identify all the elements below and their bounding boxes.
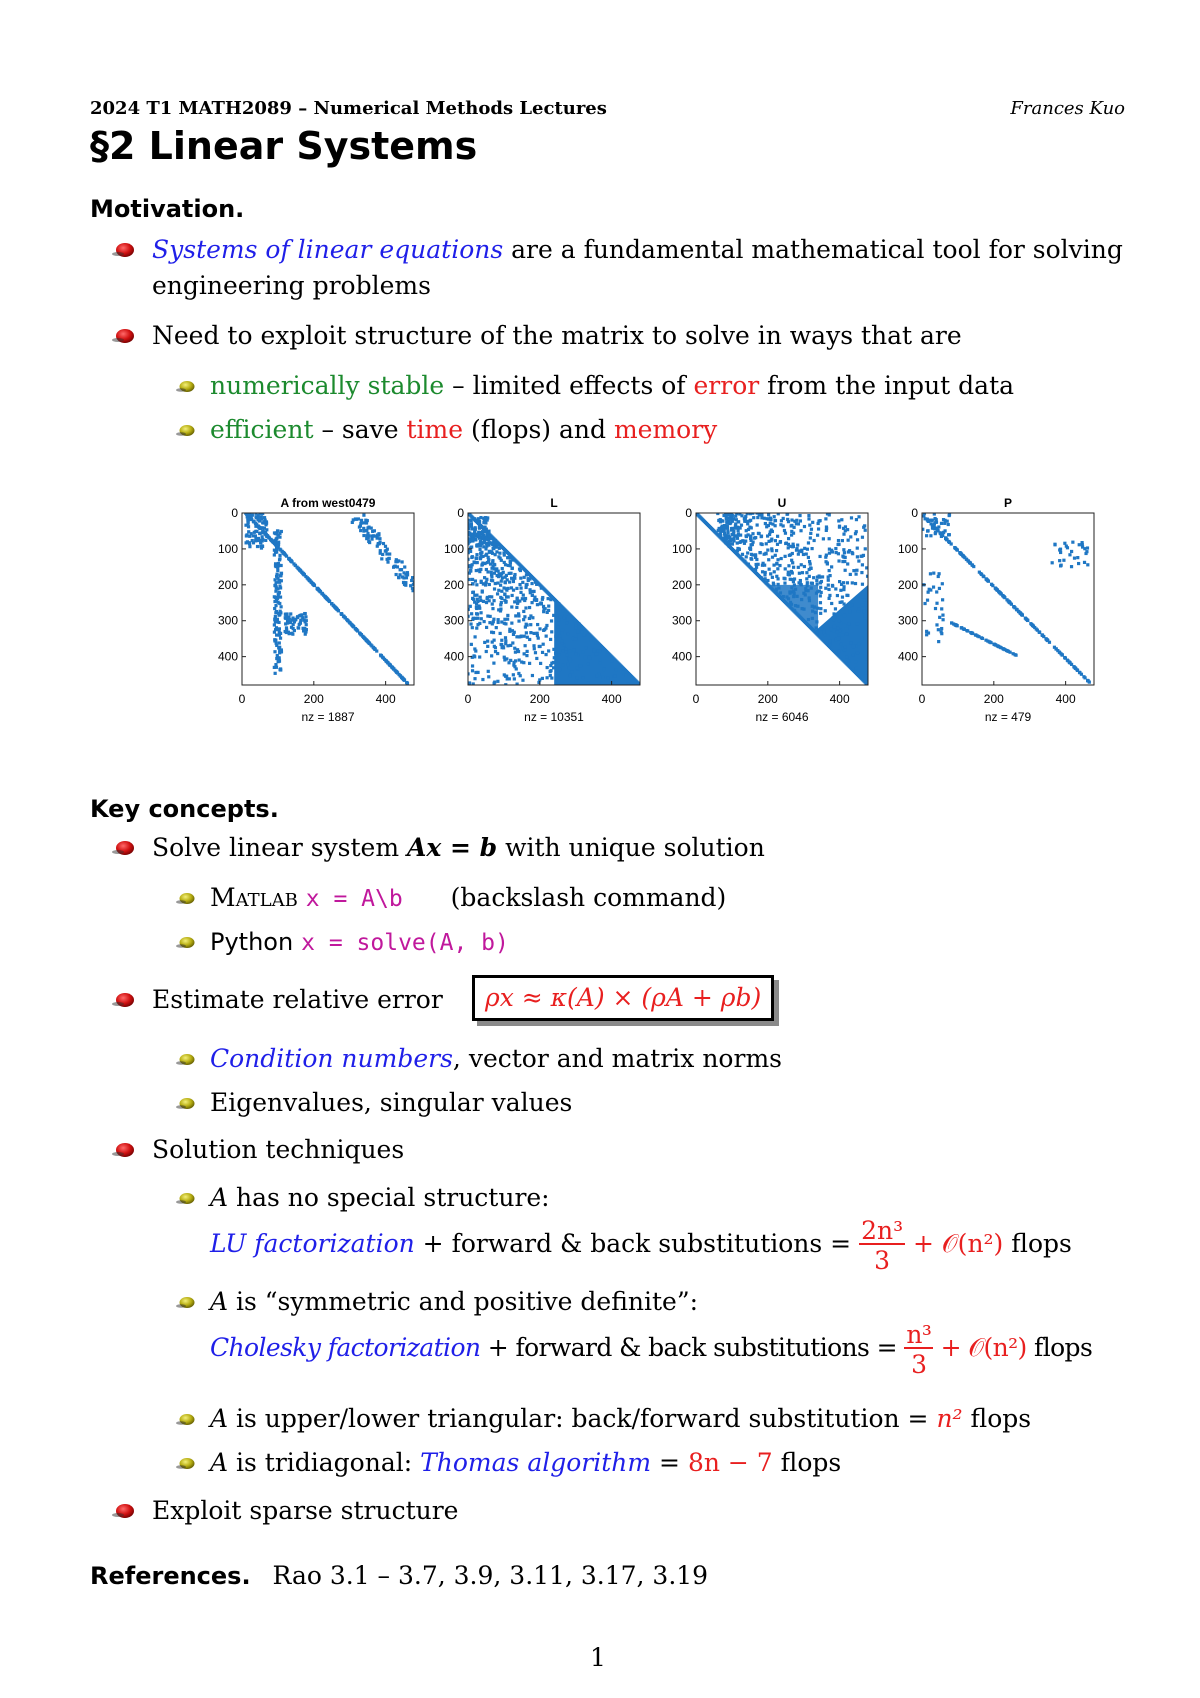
red-bullet-icon — [112, 840, 136, 856]
red-bullet-icon — [112, 328, 136, 344]
plot-nz-label: nz = 479 — [984, 710, 1032, 724]
y-tick-label: 100 — [217, 541, 238, 556]
link-condition-numbers[interactable]: Condition numbers — [210, 1044, 453, 1073]
y-tick-label: 100 — [897, 541, 918, 556]
yellow-bullet-icon — [176, 1457, 196, 1470]
x-tick-label: 200 — [303, 692, 324, 706]
red-bullet-icon — [112, 242, 136, 258]
key-item-sparse: Exploit sparse structure — [152, 1496, 459, 1525]
plot-title: P — [1003, 496, 1013, 510]
author-name: Frances Kuo — [1010, 98, 1125, 119]
key-item-solve: Solve linear system Ax = b with unique solution — [152, 833, 765, 862]
y-tick-label: 300 — [443, 613, 464, 628]
y-tick-label: 0 — [685, 506, 692, 520]
y-tick-label: 400 — [671, 649, 692, 664]
link-systems-linear-equations[interactable]: Systems of linear equations — [152, 235, 504, 264]
y-tick-label: 200 — [671, 577, 692, 592]
y-tick-label: 200 — [443, 577, 464, 592]
x-tick-label: 200 — [529, 692, 550, 706]
x-tick-label: 400 — [829, 692, 850, 706]
red-bullet-icon — [112, 1142, 136, 1158]
key-item-estimate: Estimate relative error — [152, 985, 443, 1014]
x-tick-label: 0 — [464, 692, 472, 706]
link-lu-factorization[interactable]: LU factorization — [210, 1229, 415, 1258]
x-tick-label: 0 — [918, 692, 926, 706]
spy-plot-2 — [672, 496, 870, 724]
y-tick-label: 0 — [911, 506, 918, 520]
yellow-bullet-icon — [176, 1053, 196, 1066]
x-tick-label: 400 — [1055, 692, 1076, 706]
key-python: Python x = solve(A, b) — [210, 928, 509, 956]
technique-general: A has no special structure: — [210, 1183, 550, 1212]
red-bullet-icon — [112, 1503, 136, 1519]
key-eigen: Eigenvalues, singular values — [210, 1088, 573, 1117]
technique-lu: LU factorization + forward & back substitutions = $\frac{\text{2n³}}{3}$ + 𝒪(n²) flops — [210, 1216, 1072, 1275]
sparsity-plots — [200, 485, 1120, 735]
y-tick-label: 400 — [443, 649, 464, 664]
key-condition: Condition numbers, vector and matrix norms — [210, 1044, 782, 1073]
yellow-bullet-icon — [176, 1413, 196, 1426]
spy-plot-3 — [898, 496, 1094, 724]
x-tick-label: 0 — [238, 692, 246, 706]
error-formula-box: ρx ≈ κ(A) × (ρA + ρb) — [472, 975, 774, 1021]
motivation-sub-1: numerically stable – limited effects of error from the input data — [210, 371, 1015, 400]
technique-spd: A is “symmetric and positive definite”: — [210, 1287, 699, 1316]
motivation-heading: Motivation. — [90, 195, 245, 223]
yellow-bullet-icon — [176, 380, 196, 393]
yellow-bullet-icon — [176, 1097, 196, 1110]
plot-title: A from west0479 — [280, 496, 376, 510]
references: References. Rao 3.1 – 3.7, 3.9, 3.11, 3.17, 3.19 — [90, 1561, 709, 1590]
y-tick-label: 300 — [217, 613, 238, 628]
motivation-item-2: Need to exploit structure of the matrix to solve in ways that are — [152, 321, 962, 350]
page-number: 1 — [590, 1643, 606, 1672]
key-item-techniques: Solution techniques — [152, 1135, 405, 1164]
y-tick-label: 0 — [457, 506, 464, 520]
y-tick-label: 200 — [897, 577, 918, 592]
y-tick-label: 300 — [671, 613, 692, 628]
x-tick-label: 400 — [601, 692, 622, 706]
yellow-bullet-icon — [176, 1296, 196, 1309]
technique-triangular: A is upper/lower triangular: back/forward substitution = n² flops — [210, 1404, 1032, 1433]
red-bullet-icon — [112, 992, 136, 1008]
plot-title: U — [777, 496, 787, 510]
plot-nz-label: nz = 6046 — [755, 710, 809, 724]
x-tick-label: 200 — [757, 692, 778, 706]
matlab-code: x = A\b — [305, 886, 403, 912]
link-thomas-algorithm[interactable]: Thomas algorithm — [420, 1448, 652, 1477]
motivation-item-1: Systems of linear equations are a fundamental mathematical tool for solving — [152, 235, 1123, 264]
yellow-bullet-icon — [176, 892, 196, 905]
link-cholesky-factorization[interactable]: Cholesky factorization — [210, 1333, 481, 1362]
technique-tridiagonal: A is tridiagonal: Thomas algorithm = 8n − 7 flops — [210, 1448, 842, 1477]
y-tick-label: 100 — [671, 541, 692, 556]
x-tick-label: 400 — [375, 692, 396, 706]
spy-plot-1 — [444, 496, 641, 724]
y-tick-label: 400 — [217, 649, 238, 664]
motivation-item-1-cont: engineering problems — [152, 271, 431, 300]
y-tick-label: 0 — [231, 506, 238, 520]
plot-title: L — [550, 496, 558, 510]
motivation-sub-2: efficient – save time (flops) and memory — [210, 415, 718, 444]
x-tick-label: 0 — [692, 692, 700, 706]
y-tick-label: 100 — [443, 541, 464, 556]
plot-nz-label: nz = 10351 — [524, 710, 584, 724]
x-tick-label: 200 — [983, 692, 1004, 706]
yellow-bullet-icon — [176, 424, 196, 437]
plot-nz-label: nz = 1887 — [301, 710, 355, 724]
yellow-bullet-icon — [176, 1192, 196, 1205]
key-matlab: Matlab x = A\b (backslash command) — [210, 883, 727, 912]
yellow-bullet-icon — [176, 936, 196, 949]
python-code: x = solve(A, b) — [301, 930, 509, 956]
course-header: 2024 T1 MATH2089 – Numerical Methods Lectures — [90, 98, 607, 119]
key-concepts-heading: Key concepts. — [90, 795, 279, 823]
y-tick-label: 200 — [217, 577, 238, 592]
spy-plot-0 — [218, 496, 427, 724]
technique-cholesky: Cholesky factorization + forward & back substitutions = $\frac{\text{n³}}{3}$ + 𝒪(n²) flops — [210, 1320, 1093, 1379]
page-title: §2 Linear Systems — [90, 124, 478, 168]
y-tick-label: 300 — [897, 613, 918, 628]
y-tick-label: 400 — [897, 649, 918, 664]
